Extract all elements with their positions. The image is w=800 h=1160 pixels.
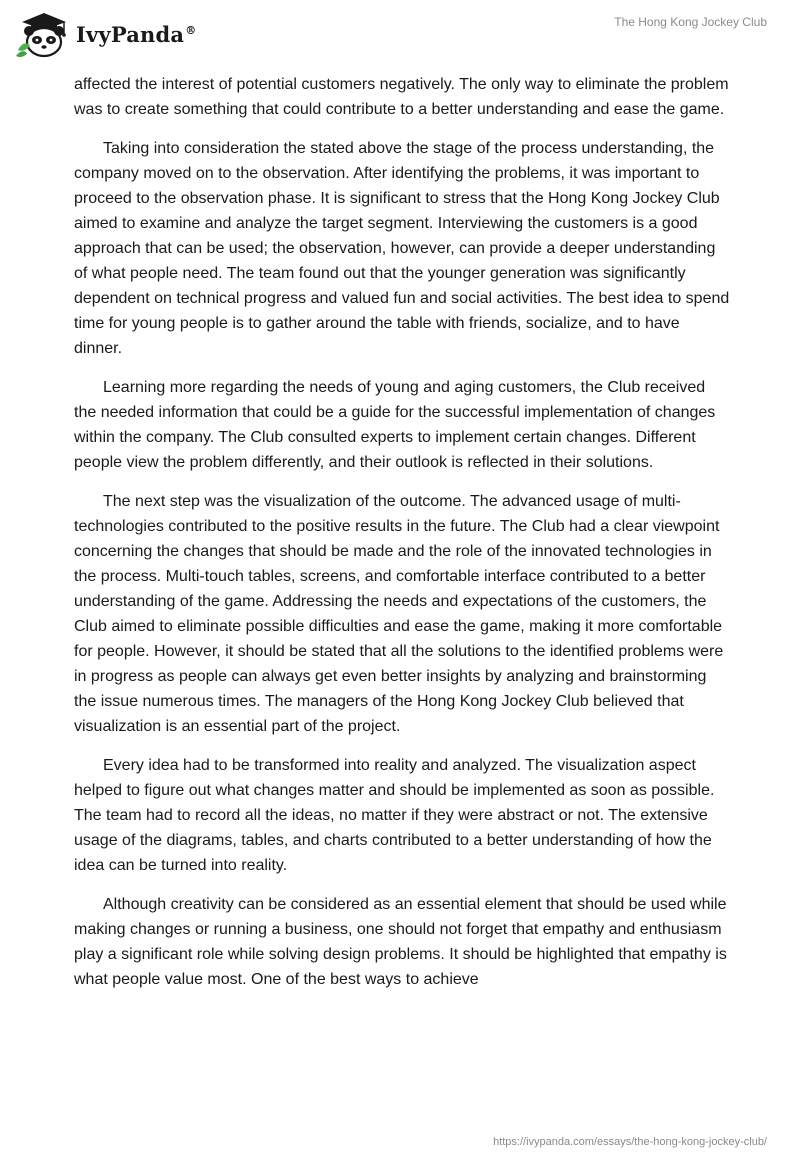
registered-mark: ® (185, 23, 197, 37)
document-title: The Hong Kong Jockey Club (614, 15, 767, 29)
paragraph: The next step was the visualization of the outcome. The advanced usage of multi-technologies contributed to the positive results in the future. The Club had a clear viewpoint concerning the changes that should be made and the role of the innovated technologies in the process. Multi-touch tables, screens, and comfortable interface contributed to a better understanding of the game. Addressing the needs and expectations of the customers, the Club aimed to eliminate possible difficulties and ease the game, making it more comfortable for people. However, it should be stated that all the solutions to the identified problems were in progress as people can always get even better insights by analyzing and brainstorming the issue numerous times. The managers of the Hong Kong Jockey Club believed that visualization is an essential part of the project. (74, 493, 724, 735)
paragraph: Learning more regarding the needs of young and aging customers, the Club received the needed information that could be a guide for the successful implementation of changes within the company. The Club consulted experts to implement certain changes. Different people view the problem differently, and their outlook is reflected in their solutions. (74, 379, 716, 471)
essay-body (74, 72, 730, 1006)
page-header (0, 0, 800, 70)
paragraph: Taking into consideration the stated above the stage of the process understanding, the company moved on to the observation. After identifying the problems, it was important to proceed to the observation phase. It is significant to stress that the Hong Kong Jockey Club aimed to examine and analyze the target segment. Interviewing the customers is a good approach that can be used; the observation, however, can provide a deeper understanding of what people need. The team found out that the younger generation was significantly dependent on technical progress and valued fun and social activities. The best idea to spend time for young people is to gather around the table with friends, socialize, and to have dinner. (74, 140, 730, 357)
paragraph: Every idea had to be transformed into reality and analyzed. The visualization aspect helped to figure out what changes matter and should be implemented as soon as possible. The team had to record all the ideas, no matter if they were abstract or not. The extensive usage of the diagrams, tables, and charts contributed to a better understanding of how the idea can be turned into reality. (74, 757, 715, 874)
panda-graduation-cap-logo-icon (14, 10, 70, 58)
source-url-link[interactable]: https://ivypanda.com/essays/the-hong-kong-jockey-club/ (493, 1136, 767, 1148)
ivypanda-logo[interactable] (14, 8, 204, 60)
paragraph: Although creativity can be considered as an essential element that should be used while making changes or running a business, one should not forget that empathy and enthusiasm play a significant role while solving design problems. It should be highlighted that empathy is what people value most. One of the best ways to achieve (74, 896, 727, 988)
paragraph: affected the interest of potential customers negatively. The only way to eliminate the problem was to create something that could contribute to a better understanding and ease the game. (74, 76, 729, 118)
brand-name: IvyPanda® (76, 21, 197, 47)
